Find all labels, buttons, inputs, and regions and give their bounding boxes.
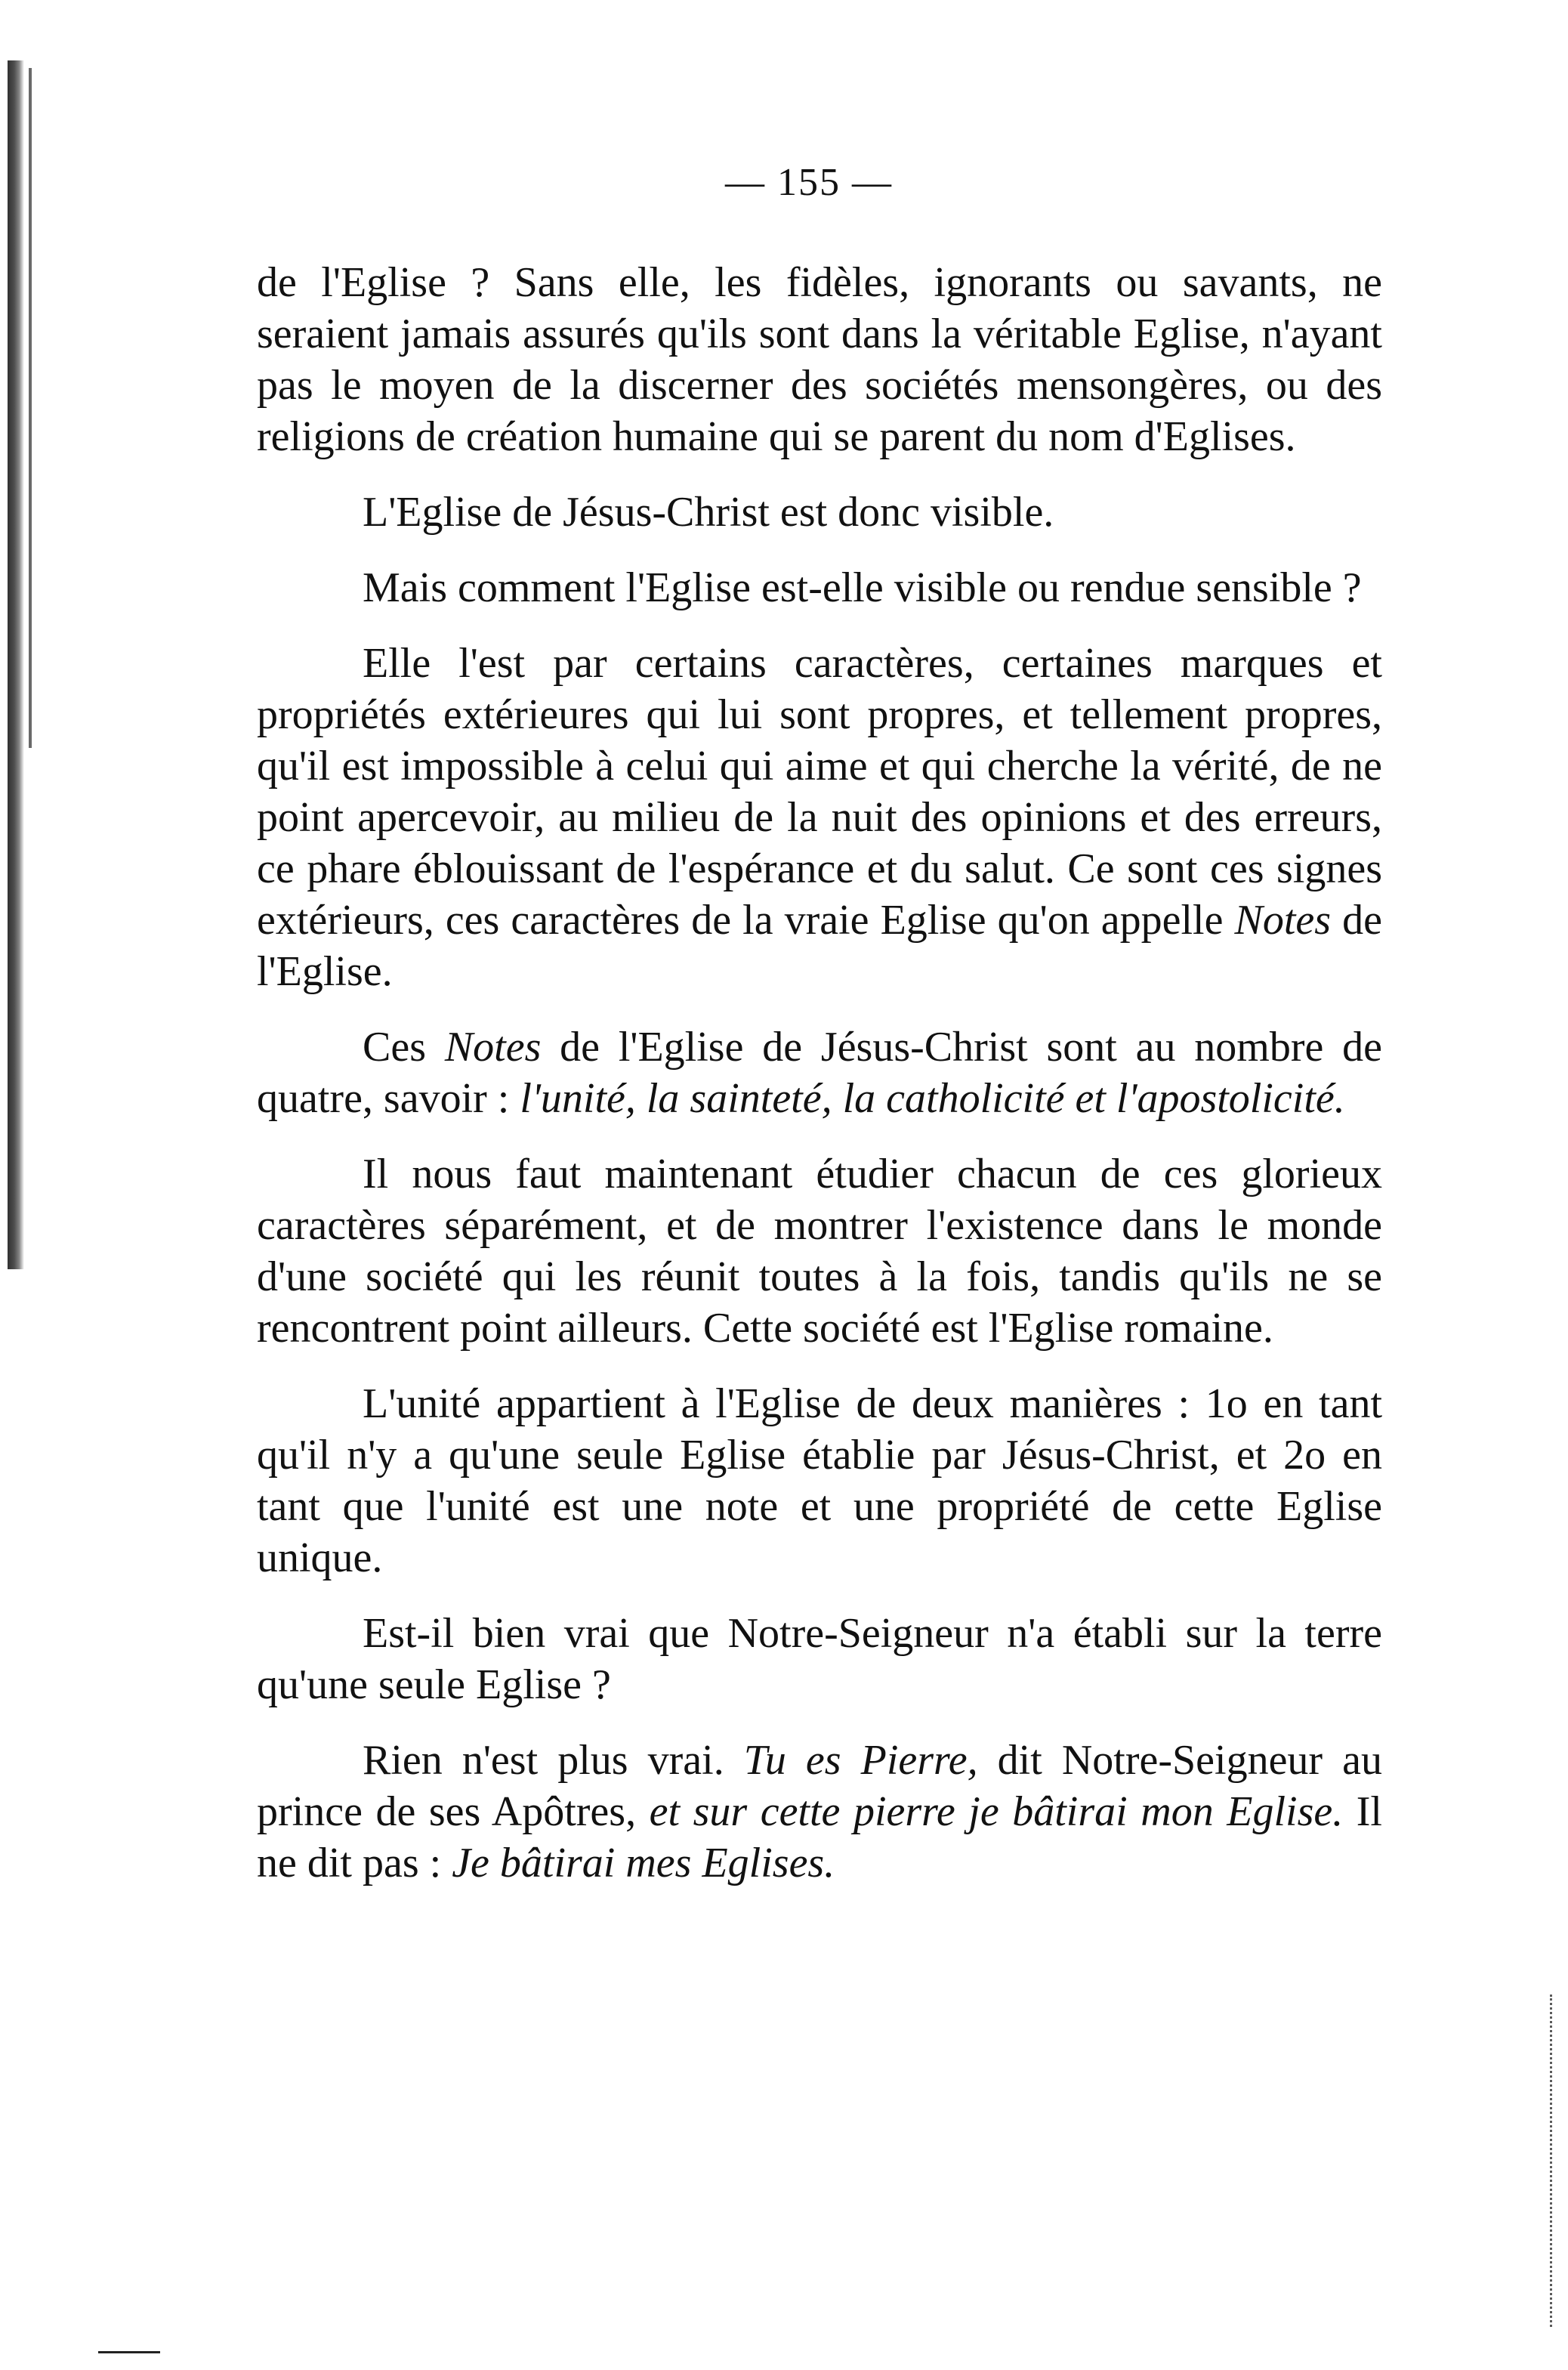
text-run: Rien n'est plus vrai. bbox=[363, 1737, 744, 1784]
text-run: L'Eglise de Jésus-Christ est donc visible. bbox=[363, 489, 1054, 536]
text-run: L'unité appartient à l'Eglise de deux manières : 1o en tant qu'il n'y a qu'une seule Eglise établie par Jésus-Christ, et 2o en tant que l'unité est une note et une propriété de cette Eglise unique. bbox=[257, 1380, 1382, 1581]
text-run: Ces bbox=[363, 1024, 445, 1071]
text-run: Est-il bien vrai que Notre-Seigneur n'a établi sur la terre qu'une seule Eglise ? bbox=[257, 1610, 1382, 1708]
paragraph bbox=[257, 1608, 1382, 1710]
paragraph bbox=[257, 257, 1382, 462]
italic-text: et sur cette pierre je bâtirai mon Eglise. bbox=[649, 1788, 1344, 1835]
bottom-rule bbox=[98, 2351, 160, 2353]
italic-text: Notes bbox=[444, 1024, 542, 1071]
paragraph bbox=[257, 1378, 1382, 1584]
paragraph bbox=[257, 1148, 1382, 1354]
text-run: de l'Eglise de Jésus-Christ sont au nombre de quatre, savoir : bbox=[257, 1024, 1383, 1122]
text-run: Il ne dit pas : bbox=[257, 1788, 1382, 1886]
text-run: de l'Eglise. bbox=[257, 897, 1382, 995]
paragraph bbox=[257, 1021, 1382, 1124]
text-run: dit Notre-Seigneur au prince de ses Apôtres, bbox=[257, 1737, 1383, 1835]
binding-shadow bbox=[29, 68, 32, 748]
scan-edge-marks bbox=[1550, 1995, 1555, 2327]
text-run: Il nous faut maintenant étudier chacun de ces glorieux caractères séparément, et de montrer l'existence dans le monde d'une société qui les réunit toutes à la fois, tandis qu'ils ne se rencontrent point ailleurs. Cette société est l'Eglise romaine. bbox=[257, 1151, 1382, 1352]
italic-text: Notes bbox=[1234, 897, 1332, 944]
text-run: Elle l'est par certains caractères, certaines marques et propriétés extérieures qui lui sont propres, et tellement propres, qu'il est impossible à celui qui aime et qui cherche la vérité, de ne point apercevoir, au milieu de la nuit des opinions et des erreurs, ce phare éblouissant de l'espérance et du salut. Ce sont ces signes extérieurs, ces caractères de la vraie Eglise qu'on appelle bbox=[257, 640, 1382, 944]
paragraph bbox=[257, 1735, 1382, 1889]
text-run: de l'Eglise ? Sans elle, les fidèles, ignorants ou savants, ne seraient jamais assurés qu'ils sont dans la véritable Eglise, n'ayant pas le moyen de la discerner des sociétés mensongères, ou des religions de création humaine qui se parent du nom d'Eglises. bbox=[257, 259, 1382, 460]
body-text bbox=[257, 257, 1382, 1913]
binding-edge bbox=[8, 60, 24, 1269]
italic-text: Je bâtirai mes Eglises. bbox=[452, 1840, 835, 1886]
italic-text: Tu es Pierre, bbox=[743, 1737, 978, 1784]
page-number: — 155 — bbox=[725, 161, 893, 204]
paragraph bbox=[257, 638, 1382, 997]
italic-text: l'unité, la sainteté, la catholicité et l'apostolicité. bbox=[520, 1075, 1345, 1122]
paragraph bbox=[257, 562, 1382, 613]
text-run: Mais comment l'Eglise est-elle visible ou rendue sensible ? bbox=[363, 564, 1362, 611]
paragraph bbox=[257, 487, 1382, 538]
